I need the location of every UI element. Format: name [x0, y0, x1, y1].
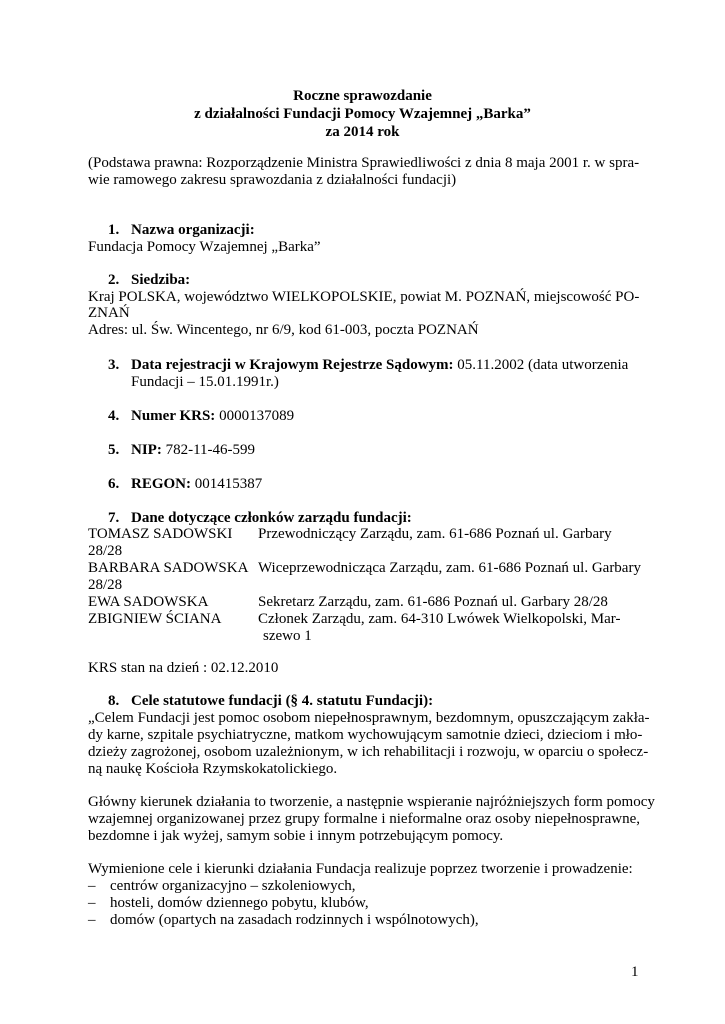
- section-regon: [131, 475, 262, 494]
- krs-state-date: KRS stan na dzień : 02.12.2010: [88, 660, 279, 676]
- report-year: za 2014 rok: [325, 124, 400, 140]
- implementation-intro: Wymienione cele i kierunki działania Fundacja realizuje poprzez tworzenie i prowadzenie:: [88, 861, 633, 877]
- section-nip: [131, 441, 255, 460]
- direction-text-line: bezdomne i jak wyżej, samym sobie i innym potrzebującym pomocy.: [88, 828, 504, 844]
- implementation-bullet: hosteli, domów dziennego pobytu, klubów,: [110, 895, 369, 911]
- goals-text-line: „Celem Fundacji jest pomoc osobom niepełnosprawnym, bezdomnym, opuszczającym zakła-: [88, 710, 650, 726]
- section-heading-seat: Siedziba:: [131, 272, 191, 288]
- regon-label: REGON:: [131, 476, 191, 492]
- bullet-dash: –: [88, 895, 96, 911]
- report-subtitle: z działalności Fundacji Pomocy Wzajemnej „Barka”: [194, 106, 531, 122]
- board-member-role-cont: 28/28: [88, 543, 123, 559]
- nip-value: 782-11-46-599: [161, 442, 256, 458]
- board-member-role: Przewodniczący Zarządu, zam. 61-686 Poznań ul. Garbary: [258, 526, 612, 542]
- bullet-dash: –: [88, 912, 96, 928]
- section-number: 5.: [108, 442, 120, 458]
- board-member-name: EWA SADOWSKA: [88, 594, 209, 610]
- registration-date: 05.11.2002 (data utworzenia: [453, 357, 629, 373]
- board-member-name: BARBARA SADOWSKA: [88, 560, 249, 576]
- krs-value: 0000137089: [215, 408, 295, 424]
- direction-text-line: Główny kierunek działania to tworzenie, a następnie wspieranie najróżniejszych form pomocy: [88, 794, 655, 810]
- krs-label: Numer KRS:: [131, 408, 216, 424]
- section-krs: [131, 407, 294, 426]
- section-number: 2.: [108, 272, 120, 288]
- board-member-role-cont: szewo 1: [263, 628, 312, 644]
- goals-text-line: dy karne, szpitale psychiatryczne, matkom wychowującym samotnie dzieci, dzieciom i mło-: [88, 727, 643, 743]
- goals-text-line: dzieży zagrożonej, osobom uzależnionym, w ich rehabilitacji i rozwoju, w oparciu o społecz-: [88, 744, 649, 760]
- regon-value: 001415387: [191, 476, 263, 492]
- board-member-role-cont: 28/28: [88, 577, 123, 593]
- implementation-bullet: domów (opartych na zasadach rodzinnych i wspólnotowych),: [110, 912, 479, 928]
- section-number: 3.: [108, 357, 120, 373]
- legal-basis-line: (Podstawa prawna: Rozporządzenie Ministra Sprawiedliwości z dnia 8 maja 2001 r. w spra-: [88, 155, 640, 171]
- board-member-role: Sekretarz Zarządu, zam. 61-686 Poznań ul. Garbary 28/28: [258, 594, 608, 610]
- section-number: 4.: [108, 408, 120, 424]
- direction-text-line: wzajemnej organizowanej przez grupy formalne i nieformalne oraz osoby niepełnosprawne,: [88, 811, 641, 827]
- implementation-bullet: centrów organizacyjno – szkoleniowych,: [110, 878, 356, 894]
- section-number: 8.: [108, 693, 120, 709]
- board-member-name: ZBIGNIEW ŚCIANA: [88, 611, 222, 627]
- section-heading-goals: Cele statutowe fundacji (§ 4. statutu Fundacji):: [131, 693, 434, 709]
- board-member-name: TOMASZ SADOWSKI: [88, 526, 233, 542]
- section-heading-board: Dane dotyczące członków zarządu fundacji:: [131, 510, 412, 526]
- section-number: 7.: [108, 510, 120, 526]
- foundation-created-date: Fundacji – 15.01.1991r.): [131, 374, 279, 390]
- organization-name: Fundacja Pomocy Wzajemnej „Barka”: [88, 239, 321, 255]
- board-member-role: Członek Zarządu, zam. 64-310 Lwówek Wielkopolski, Mar-: [258, 611, 621, 627]
- section-number: 1.: [108, 222, 120, 238]
- page-number: 1: [631, 964, 639, 980]
- section-number: 6.: [108, 476, 120, 492]
- goals-text-line: ną naukę Kościoła Rzymskokatolickiego.: [88, 761, 338, 777]
- report-title: Roczne sprawozdanie: [293, 88, 432, 104]
- seat-location-cont: ZNAŃ: [88, 305, 130, 321]
- legal-basis-line: wie ramowego zakresu sprawozdania z działalności fundacji): [88, 172, 457, 188]
- nip-label: NIP:: [131, 442, 162, 458]
- seat-location: Kraj POLSKA, województwo WIELKOPOLSKIE, powiat M. POZNAŃ, miejscowość PO-: [88, 289, 640, 305]
- board-member-role: Wiceprzewodnicząca Zarządu, zam. 61-686 Poznań ul. Garbary: [258, 560, 641, 576]
- section-heading-name: Nazwa organizacji:: [131, 222, 255, 238]
- registration-label: Data rejestracji w Krajowym Rejestrze Sądowym:: [131, 357, 454, 373]
- seat-address: Adres: ul. Św. Wincentego, nr 6/9, kod 61-003, poczta POZNAŃ: [88, 322, 479, 338]
- bullet-dash: –: [88, 878, 96, 894]
